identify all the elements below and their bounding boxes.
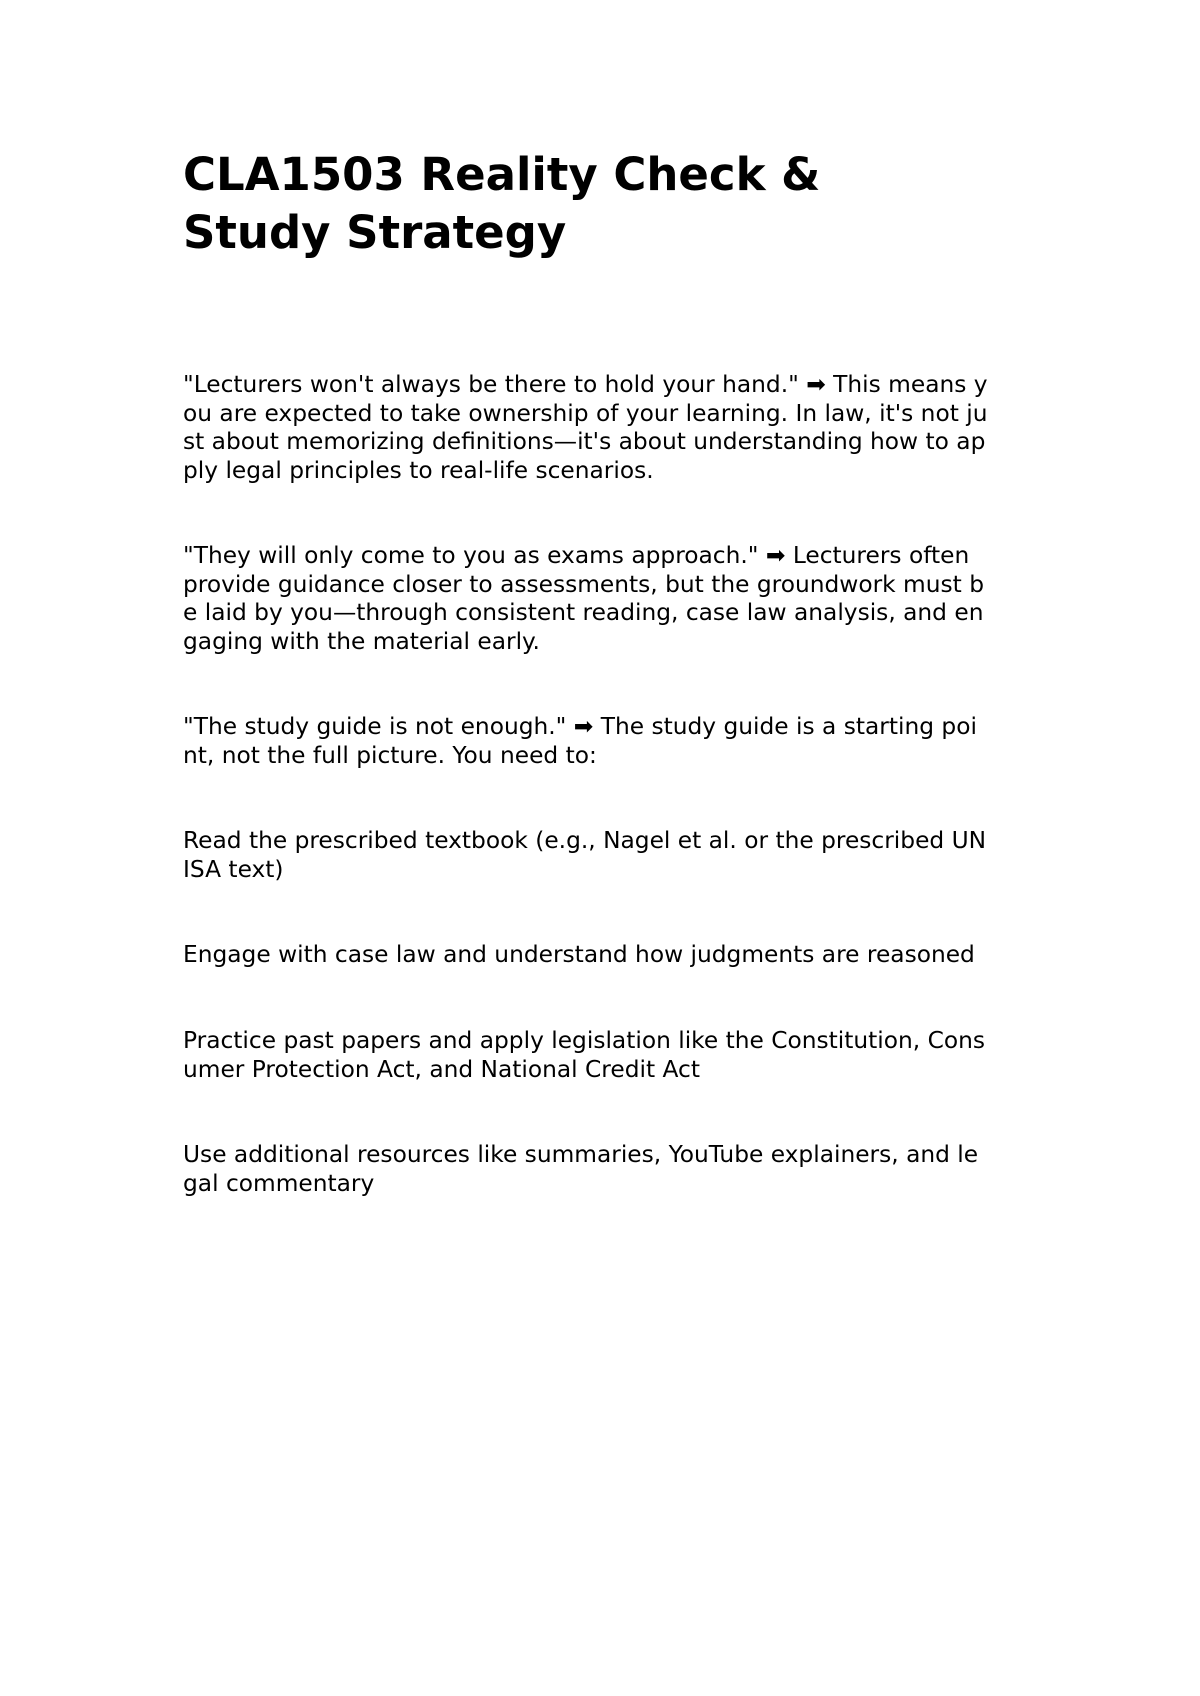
paragraph-line: ply legal principles to real-life scenarios.: [183, 456, 654, 484]
title-line-1: CLA1503 Reality Check &: [183, 148, 821, 201]
paragraph-line: ou are expected to take ownership of your learning. In law, it's not ju: [183, 399, 988, 427]
paragraph-past-papers: [183, 1027, 1023, 1084]
paragraph-line: st about memorizing definitions—it's about understanding how to ap: [183, 428, 986, 455]
paragraph-line: Use additional resources like summaries, YouTube explainers, and le: [183, 1141, 979, 1168]
paragraph-line: Read the prescribed textbook (e.g., Nagel et al. or the prescribed UN: [183, 827, 987, 854]
paragraph-exams-approach: [183, 542, 1023, 656]
paragraph-line: Engage with case law and understand how judgments are reasoned: [183, 941, 975, 968]
paragraph-line: gaging with the material early.: [183, 627, 540, 655]
paragraph-read-textbook: [183, 827, 1023, 884]
paragraph-line: gal commentary: [183, 1169, 375, 1197]
paragraph-line: e laid by you—through consistent reading, case law analysis, and en: [183, 599, 984, 626]
paragraph-line: "The study guide is not enough." ➡ The study guide is a starting poi: [183, 713, 977, 740]
title-line-2: Study Strategy: [183, 206, 567, 259]
paragraph-line: umer Protection Act, and National Credit Act: [183, 1055, 700, 1083]
paragraph-line: Practice past papers and apply legislation like the Constitution, Cons: [183, 1027, 986, 1054]
document-title: [183, 146, 1043, 262]
paragraph-line: provide guidance closer to assessments, but the groundwork must b: [183, 570, 984, 598]
paragraph-line: "They will only come to you as exams approach." ➡ Lecturers often: [183, 542, 970, 569]
paragraph-line: "Lecturers won't always be there to hold your hand." ➡ This means y: [183, 371, 988, 398]
paragraph-lecturers-hand: [183, 371, 1023, 485]
paragraph-line: ISA text): [183, 855, 284, 883]
paragraph-line: nt, not the full picture. You need to:: [183, 741, 597, 769]
paragraph-additional-resources: [183, 1141, 1023, 1198]
paragraph-study-guide: [183, 713, 1023, 770]
paragraph-case-law: [183, 941, 1023, 970]
